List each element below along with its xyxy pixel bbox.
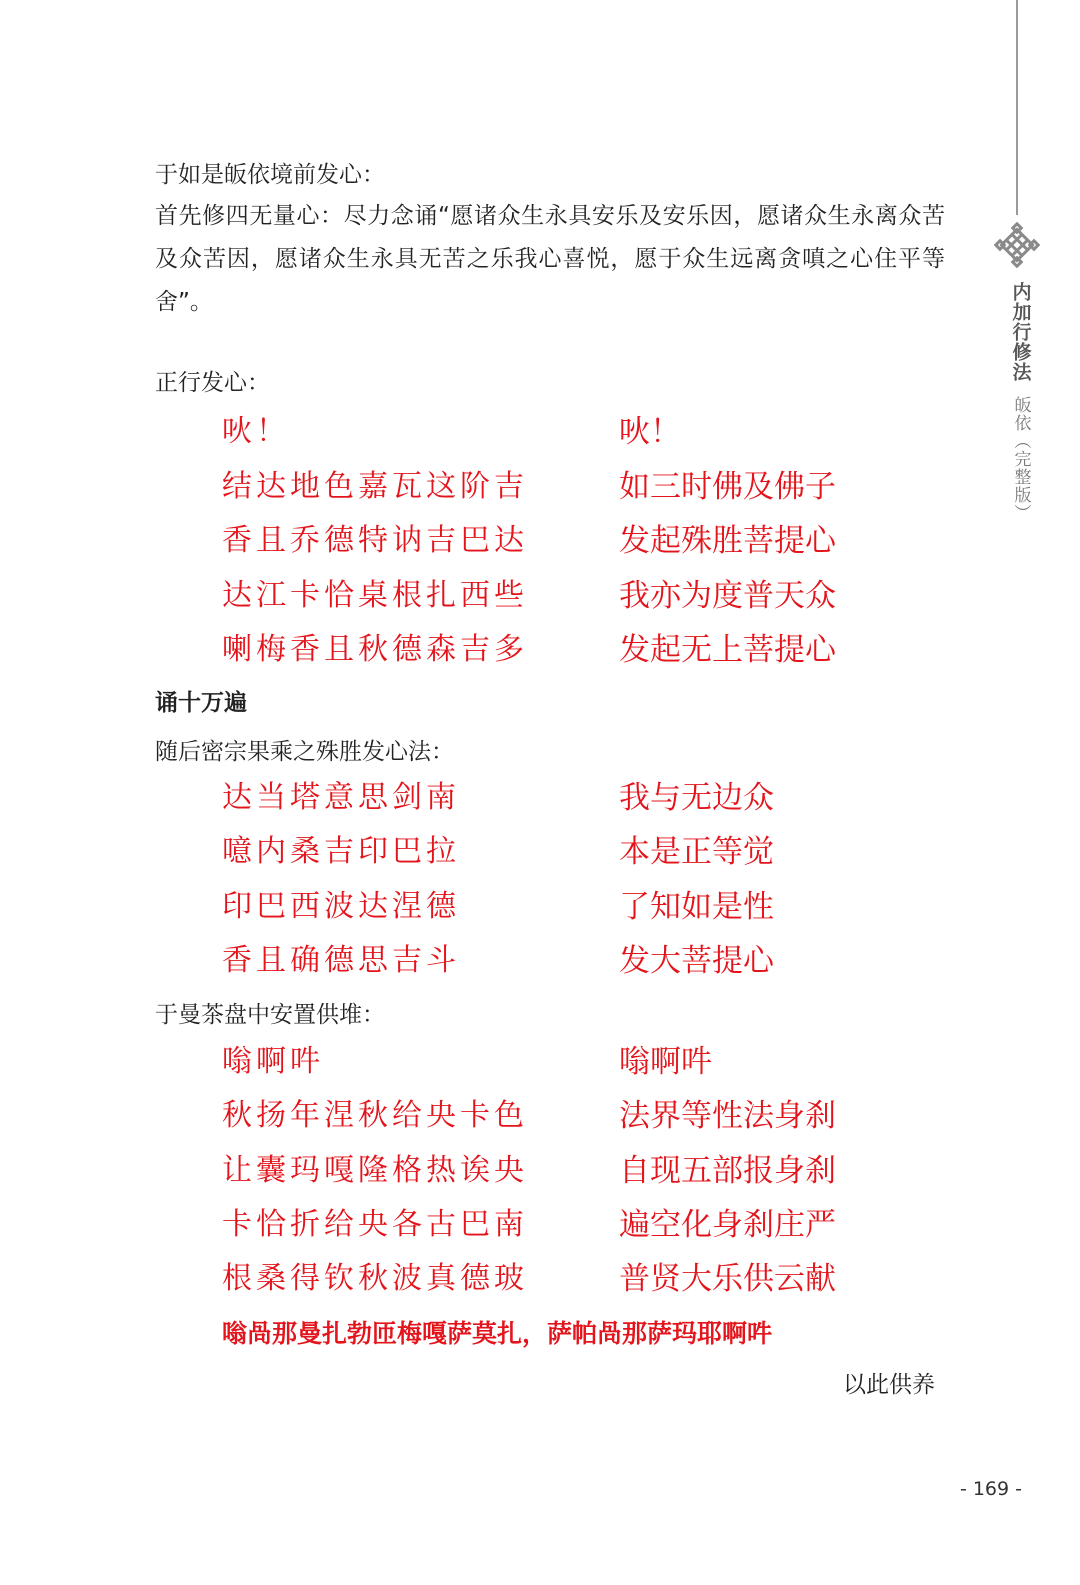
- offering-mantra: 嗡咼那曼扎勃匝梅嘎萨莫扎，萨帕咼那萨玛耶啊吽: [222, 1319, 773, 1348]
- verse-row: [0, 935, 1080, 985]
- verse-translation: 嗡啊吽: [619, 1044, 712, 1080]
- verse-row: [0, 1036, 1080, 1086]
- verse-translation: 遍空化身刹庄严: [619, 1207, 836, 1243]
- verse-translation: 发起无上菩提心: [619, 632, 836, 668]
- verse-translation: 我亦为度普天众: [619, 578, 836, 614]
- verse-transliteration: 吙！: [222, 414, 290, 449]
- page-number: - 169 -: [959, 1478, 1022, 1500]
- intro-paragraph: 首先修四无量心：尽力念诵“愿诸众生永具安乐及安乐因，愿诸众生永离众苦及众苦因，愿诸众生永具无苦之乐我心喜悦，愿于众生远离贪嗔之心住平等舍”。: [155, 203, 945, 315]
- verse-row: [0, 826, 1080, 876]
- verse-row: [0, 1145, 1080, 1195]
- verse-row: [0, 624, 1080, 674]
- verse-transliteration: 香且乔德特讷吉巴达: [222, 523, 528, 558]
- verse-translation: 法界等性法身刹: [619, 1098, 836, 1134]
- side-title-sub: 皈依（完整版）: [1010, 396, 1031, 522]
- verse-transliteration: 卡恰折给央各古巴南: [222, 1207, 528, 1242]
- verse-transliteration: 印巴西波达涅德: [222, 889, 460, 924]
- side-title-main: 内加行修法: [1009, 282, 1032, 382]
- verse-translation: 如三时佛及佛子: [619, 469, 836, 505]
- endless-knot-icon: [994, 222, 1040, 268]
- verse-translation: 普贤大乐供云献: [619, 1261, 836, 1297]
- section-heading-mandala: 于曼茶盘中安置供堆：: [155, 1002, 385, 1028]
- verse-translation: 本是正等觉: [619, 834, 774, 870]
- offering-note: 以此供养: [843, 1372, 935, 1398]
- verse-transliteration: 嗡啊吽: [222, 1044, 324, 1079]
- verse-row: [0, 461, 1080, 511]
- verse-transliteration: 秋扬年涅秋给央卡色: [222, 1098, 528, 1133]
- verse-transliteration: 喇梅香且秋德森吉多: [222, 632, 528, 667]
- verse-translation: 吙！: [619, 414, 681, 450]
- intro-heading: 于如是皈依境前发心：: [155, 162, 385, 188]
- section-heading-tantric: 随后密宗果乘之殊胜发心法：: [155, 739, 454, 765]
- verse-translation: 发大菩提心: [619, 943, 774, 979]
- verse-row: [0, 515, 1080, 565]
- verse-transliteration: 达当塔意思剑南: [222, 780, 460, 815]
- verse-row: [0, 1090, 1080, 1140]
- verse-translation: 我与无边众: [619, 780, 774, 816]
- verse-transliteration: 根桑得钦秋波真德玻: [222, 1261, 528, 1296]
- verse-transliteration: 噫内桑吉印巴拉: [222, 834, 460, 869]
- verse-translation: 发起殊胜菩提心: [619, 523, 836, 559]
- verse-row: [0, 881, 1080, 931]
- verse-row: [0, 1253, 1080, 1303]
- verse-row: [0, 1199, 1080, 1249]
- verse-row: [0, 772, 1080, 822]
- verse-row: [0, 570, 1080, 620]
- verse-translation: 自现五部报身刹: [619, 1153, 836, 1189]
- verse-row: [0, 406, 1080, 456]
- verse-translation: 了知如是性: [619, 889, 774, 925]
- verse-transliteration: 让囊玛嘎隆格热诶央: [222, 1153, 528, 1188]
- section-heading-practice: 正行发心：: [155, 370, 270, 396]
- verse-transliteration: 达江卡恰桌根扎西些: [222, 578, 528, 613]
- verse-transliteration: 香且确德思吉斗: [222, 943, 460, 978]
- margin-rule: [1016, 0, 1018, 215]
- recitation-count: 诵十万遍: [155, 690, 247, 716]
- verse-transliteration: 结达地色嘉瓦这阶吉: [222, 469, 528, 504]
